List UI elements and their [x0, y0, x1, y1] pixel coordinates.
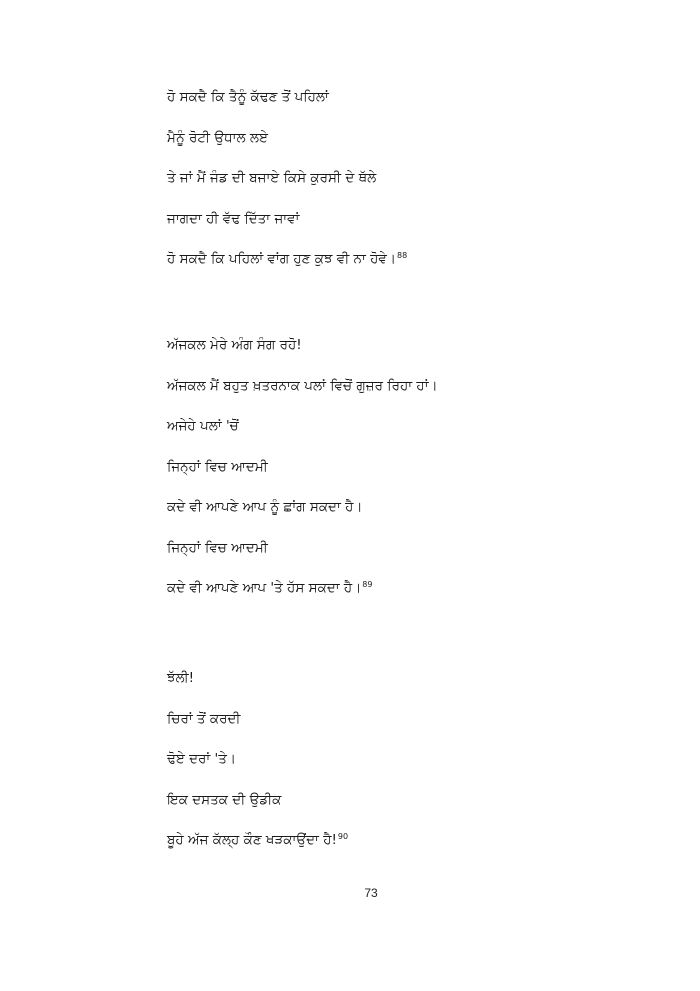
poem-stanza-2	[167, 335, 438, 619]
poem-line	[167, 709, 348, 729]
poem-line	[167, 128, 407, 148]
poem-line	[167, 830, 348, 850]
poem-line	[167, 249, 407, 269]
line-text: ਹੋ ਸਕਦੈ ਕਿ ਪਹਿਲਾਂ ਵਾਂਗ ਹੁਣ ਕੁਝ ਵੀ ਨਾ ਹੋਵੇ।	[167, 251, 396, 267]
line-text: ਕਦੇ ਵੀ ਆਪਣੇ ਆਪ ਨੂੰ ਛਾਂਗ ਸਕਦਾ ਹੈ।	[167, 499, 363, 515]
poem-line	[167, 168, 407, 188]
poem-line	[167, 538, 438, 558]
poem-line	[167, 457, 438, 477]
poem-line	[167, 416, 438, 436]
line-text: ਕਦੇ ਵੀ ਆਪਣੇ ਆਪ 'ਤੇ ਹੱਸ ਸਕਦਾ ਹੈ।	[167, 580, 362, 596]
line-text: ਹੋ ਸਕਦੈ ਕਿ ਤੈਨੂੰ ਕੱਢਣ ਤੋਂ ਪਹਿਲਾਂ	[167, 89, 329, 105]
poem-line	[167, 376, 438, 396]
footnote-marker: 90	[337, 831, 349, 841]
line-text: ਜਿਨ੍ਹਾਂ ਵਿਚ ਆਦਮੀ	[167, 458, 268, 475]
line-text: ਝੱਲੀ!	[167, 670, 195, 686]
line-text: ਚਿਰਾਂ ਤੋਂ ਕਰਦੀ	[167, 710, 241, 727]
line-text: ਅੱਜਕਲ ਮੇਰੇ ਅੰਗ ਸੰਗ ਰਹੋ!	[167, 337, 302, 353]
line-text: ਅਜੇਹੇ ਪਲਾਂ 'ਚੋਂ	[167, 418, 239, 434]
poem-stanza-3	[167, 668, 348, 871]
poem-line	[167, 578, 438, 598]
line-text: ਅੱਜਕਲ ਮੈਂ ਬਹੁਤ ਖ਼ਤਰਨਾਕ ਪਲਾਂ ਵਿਚੋਂ ਗੁਜ਼ਰ ਰਿਹਾ ਹਾਂ।	[167, 377, 438, 394]
line-text: ਜਾਗਦਾ ਹੀ ਵੱਢ ਦਿੱਤਾ ਜਾਵਾਂ	[167, 210, 300, 227]
poem-line	[167, 497, 438, 517]
line-text: ਮੈਨੂੰ ਰੋਟੀ ਉਧਾਲ ਲਏ	[167, 129, 268, 146]
line-text: ਜਿਨ੍ਹਾਂ ਵਿਚ ਆਦਮੀ	[167, 539, 268, 556]
poem-line	[167, 87, 407, 107]
line-text: ਬੂਹੇ ਅੱਜ ਕੱਲ੍ਹ ਕੌਣ ਖੜਕਾਉਂਦਾ ਹੈ!	[167, 832, 337, 848]
poem-line	[167, 749, 348, 769]
footnote-marker: 88	[397, 250, 408, 260]
poem-line	[167, 668, 348, 688]
poem-line	[167, 335, 438, 355]
footnote-marker: 89	[362, 579, 373, 589]
poem-stanza-1	[167, 87, 407, 290]
poem-line	[167, 209, 407, 229]
line-text: ਢੋਏ ਦਰਾਂ 'ਤੇ।	[167, 751, 236, 767]
line-text: ਤੇ ਜਾਂ ਮੈਂ ਜੰਡ ਦੀ ਬਜਾਏ ਕਿਸੇ ਕੁਰਸੀ ਦੇ ਥੱਲੇ	[167, 170, 377, 186]
page-number: 73	[364, 886, 378, 900]
poem-line	[167, 790, 348, 810]
line-text: ਇਕ ਦਸਤਕ ਦੀ ਉਡੀਕ	[167, 791, 282, 808]
